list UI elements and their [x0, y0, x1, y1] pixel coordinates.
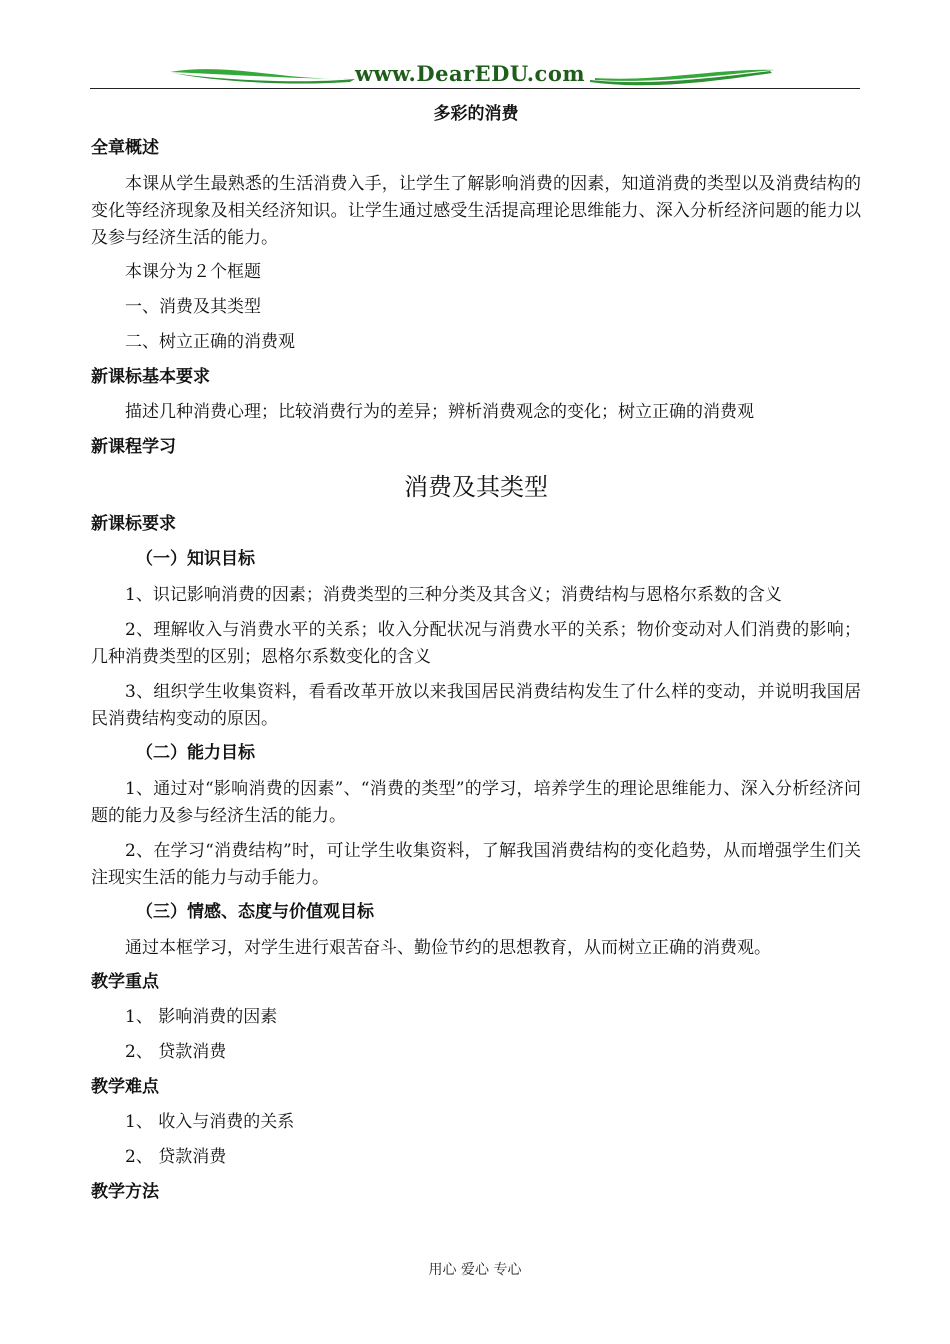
- heading-teaching-method: 教学方法: [91, 1182, 159, 1202]
- paragraph-ability-2: 2、在学习“消费结构”时，可让学生收集资料，了解我国消费结构的变化趋势，从而增强学生们关注现实生活的能力与动手能力。: [91, 841, 861, 888]
- logo-text: www.DearEDU.com: [354, 61, 586, 86]
- paragraph-lesson-count: 本课分为２个框题: [125, 262, 261, 282]
- subheading-ability-goals: （二）能力目标: [136, 743, 255, 763]
- page-footer: 用心 爱心 专心: [428, 1262, 522, 1278]
- page-title: 多彩的消费: [433, 104, 519, 124]
- list-item: 2、 贷款消费: [125, 1042, 227, 1062]
- document-body: [91, 100, 861, 1215]
- section-title: 消费及其类型: [404, 473, 548, 501]
- paragraph-requirements: 描述几种消费心理；比较消费行为的差异；辨析消费观念的变化；树立正确的消费观: [125, 402, 754, 422]
- list-item: 一、消费及其类型: [125, 297, 261, 317]
- list-item: 二、树立正确的消费观: [125, 332, 295, 352]
- list-item: 1、 影响消费的因素: [125, 1007, 278, 1027]
- subheading-knowledge-goals: （一）知识目标: [136, 549, 255, 569]
- paragraph-knowledge-1: 1、识记影响消费的因素；消费类型的三种分类及其含义；消费结构与恩格尔系数的含义: [125, 585, 782, 605]
- heading-standard-requirements: 新课标要求: [91, 514, 176, 534]
- paragraph-overview: 本课从学生最熟悉的生活消费入手，让学生了解影响消费的因素，知道消费的类型以及消费结构的变化等经济现象及相关经济知识。让学生通过感受生活提高理论思维能力、深入分析经济问题的能力以及参与经济生活的能力。: [91, 174, 861, 248]
- list-item: 1、 收入与消费的关系: [125, 1112, 295, 1132]
- list-item: 2、 贷款消费: [125, 1147, 227, 1167]
- heading-teaching-difficulty: 教学难点: [91, 1077, 159, 1097]
- heading-teaching-focus: 教学重点: [91, 972, 159, 992]
- header-rule: [90, 88, 860, 89]
- heading-new-course-study: 新课程学习: [91, 437, 176, 457]
- paragraph-knowledge-3: 3、组织学生收集资料，看看改革开放以来我国居民消费结构发生了什么样的变动，并说明我国居民消费结构变动的原因。: [91, 682, 861, 729]
- paragraph-emotion-1: 通过本框学习，对学生进行艰苦奋斗、勤俭节约的思想教育，从而树立正确的消费观。: [125, 938, 771, 958]
- heading-basic-requirements: 新课标基本要求: [91, 367, 210, 387]
- subheading-emotion-goals: （三）情感、态度与价值观目标: [136, 902, 374, 922]
- paragraph-ability-1: 1、通过对“影响消费的因素”、“消费的类型”的学习，培养学生的理论思维能力、深入分析经济问题的能力及参与经济生活的能力。: [91, 779, 861, 826]
- heading-chapter-overview: 全章概述: [91, 138, 159, 158]
- paragraph-knowledge-2: 2、理解收入与消费水平的关系；收入分配状况与消费水平的关系；物价变动对人们消费的影响；几种消费类型的区别；恩格尔系数变化的含义: [91, 620, 861, 667]
